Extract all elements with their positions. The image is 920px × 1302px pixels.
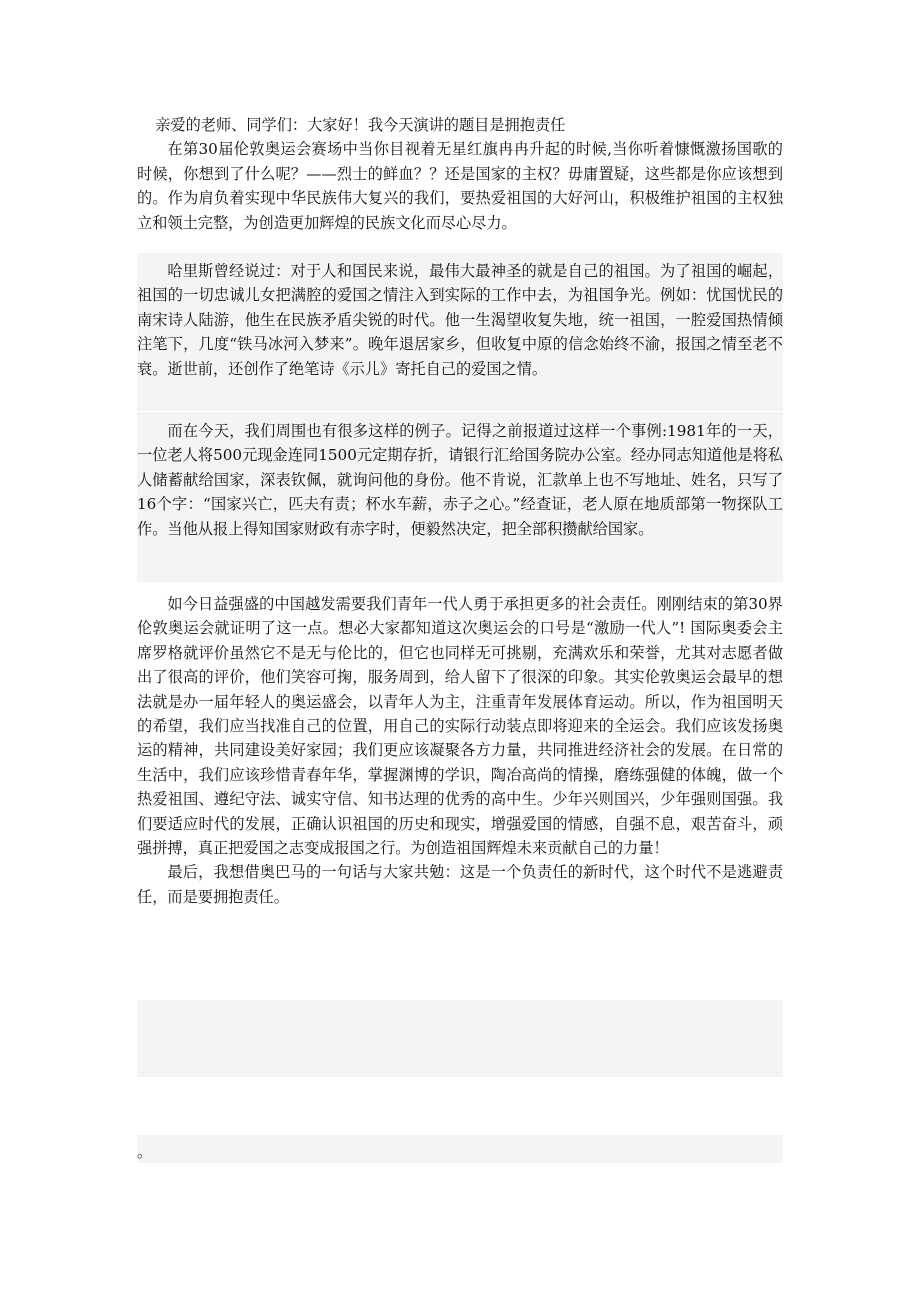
empty-shaded-box xyxy=(137,1000,783,1077)
trailing-period: 。 xyxy=(137,1143,153,1161)
paragraph-olympic-anthem: 在第30届伦敦奥运会赛场中当你目视着无星红旗冉冉升起的时候,当你听着慷慨激扬国歌的时候，你想到了什么呢？——烈士的鲜血？？还是国家的主权？毋庸置疑，这些都是你应该想到的。作为肩负着实现中华民族伟大复兴的我们，要热爱祖国的大好河山，积极维护祖国的主权独立和领土完整，为创造更加辉煌的民族文化而尽心尽力。 xyxy=(137,140,783,232)
opening-section xyxy=(137,113,783,235)
paragraph-lu-you: 哈里斯曾经说过：对于人和国民来说，最伟大最神圣的就是自己的祖国。为了祖国的崛起，祖国的一切忠诚儿女把满腔的爱国之情注入到实际的工作中去，为祖国争光。例如：忧国忧民的南宋诗人陆游，他生在民族矛盾尖锐的时代。他一生渴望收复失地，统一祖国，一腔爱国热情倾注笔下，几度“铁马冰河入梦来”。晚年退居家乡，但收复中原的信念始终不渝，报国之情至老不衰。逝世前，还创作了绝笔诗《示儿》寄托自己的爱国之情。 xyxy=(137,262,783,378)
paragraph-closing: 最后，我想借奥巴马的一句话与大家共勉：这是一个负责任的新时代，这个时代不是逃避责任，而是要拥抱责任。 xyxy=(137,863,783,906)
paragraph-old-man-donation: 而在今天，我们周围也有很多这样的例子。记得之前报道过这样一个事例:1981年的一天，一位老人将500元现金连同1500元定期存折，请银行汇给国务院办公室。经办同志知道他是将私人储蓄献给国家，深表钦佩，就询问他的身份。他不肯说，汇款单上也不写地址、姓名，只写了16个字：“国家兴亡，匹夫有责；杯水车薪，赤子之心。”经查证，老人原在地质部第一物探队工作。当他从报上得知国家财政有赤字时，便毅然决定，把全部积攒献给国家。 xyxy=(137,422,783,538)
shaded-section-old-man xyxy=(137,412,783,582)
greeting-line: 亲爱的老师、同学们：大家好！我今天演讲的题目是拥抱责任 xyxy=(155,116,566,134)
main-section xyxy=(137,592,783,909)
trailing-shaded-box xyxy=(137,1135,783,1163)
paragraph-youth-responsibility: 如今日益强盛的中国越发需要我们青年一代人勇于承担更多的社会责任。刚刚结束的第30界伦敦奥运会就证明了这一点。想必大家都知道这次奥运会的口号是“激励一代人”! 国际奥委会主席罗格就评价虽然它不是无与伦比的，但它也同样无可挑剔，充满欢乐和荣誉，尤其对志愿者做出了很高的评价，他们笑容可掬，服务周到，给人留下了很深的印象。其实伦敦奥运会最早的想法就是办一届年轻人的奥运盛会，以青年人为主，注重青年发展体育运动。所以，作为祖国明天的希望，我们应当找准自己的位置，用自己的实际行动装点即将迎来的全运会。我们应该发扬奥运的精神，共同建设美好家园；我们更应该凝聚各方力量，共同推进经济社会的发展。在日常的生活中，我们应该珍惜青春年华，掌握渊博的学识，陶冶高尚的情操，磨练强健的体魄，做一个热爱祖国、遵纪守法、诚实守信、知书达理的优秀的高中生。少年兴则国兴，少年强则国强。我们要适应时代的发展，正确认识祖国的历史和现实，增强爱国的情感，自强不息，艰苦奋斗，顽强拼搏，真正把爱国之志变成报国之行。为创造祖国辉煌未来贡献自己的力量！ xyxy=(137,595,783,858)
shaded-section-lu-you xyxy=(137,253,783,411)
